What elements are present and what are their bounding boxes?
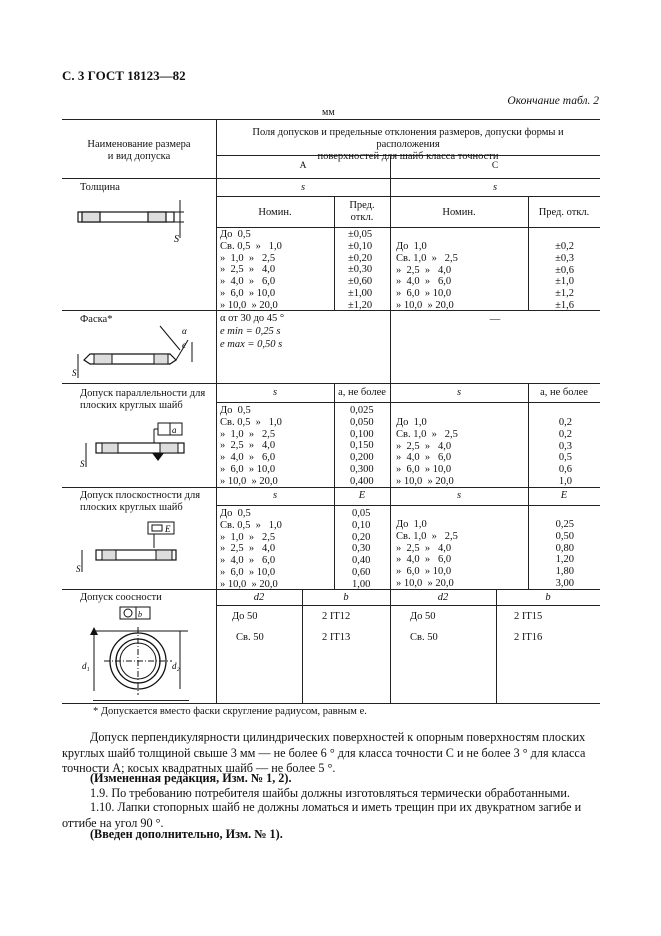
- svg-text:S: S: [174, 234, 179, 245]
- chamfer-angle: α от 30 до 45 °: [220, 313, 285, 324]
- svg-text:a: a: [172, 425, 177, 435]
- chamfer-drawing: [70, 322, 200, 382]
- thickness-nom-a-header: Номин.: [258, 207, 292, 218]
- class-a-header: А: [299, 161, 307, 171]
- flatness-val-c: 0,25 0,50 0,80 1,20 1,80 3,00: [555, 519, 574, 589]
- footnote: * Допускается вместо фаски скругление радиусом, равным e.: [93, 706, 367, 717]
- thickness-s-a: s: [300, 182, 306, 193]
- units-label: мм: [322, 107, 335, 118]
- coaxial-c-d-1: До 50: [410, 611, 436, 622]
- table-continuation-label: Окончание табл. 2: [507, 95, 599, 107]
- washer-thickness-drawing: [70, 198, 190, 248]
- svg-text:d₁: d₁: [82, 661, 90, 671]
- thickness-nom-a: До 0,5 Св. 0,5 » 1,0 » 1,0 » 2,5 » 2,5 » 4,0 » 4,0 » 6,0 » 6,0 » 10,0 » 10,0 » 20,0: [220, 229, 282, 311]
- chamfer-class-c-dash: —: [489, 314, 501, 325]
- flatness-nom-c: До 1,0 Св. 1,0 » 2,5 » 2,5 » 4,0 » 4,0 » 6,0 » 6,0 » 10,0 » 10,0 » 20,0: [396, 519, 458, 589]
- svg-text:E: E: [165, 524, 171, 534]
- thickness-label: Толщина: [80, 182, 120, 193]
- parallelism-nom-c: До 1,0 Св. 1,0 » 2,5 » 2,5 » 4,0 » 4,0 » 6,0 » 6,0 » 10,0 » 10,0 » 20,0: [396, 417, 458, 487]
- coaxial-c-d-2: Св. 50: [410, 632, 438, 643]
- paragraph-1-10: 1.10. Лапки стопорных шайб не должны ломаться и иметь трещин при их двукратном загибе и оттибе на угол 90 °.: [62, 800, 582, 830]
- thickness-nom-c-header: Номин.: [442, 207, 476, 218]
- chamfer-emax: e max = 0,50 s: [220, 339, 283, 350]
- svg-text:d₂: d₂: [172, 661, 180, 671]
- flatness-drawing: [72, 516, 192, 576]
- coaxial-c-b-2: 2 IT16: [514, 632, 543, 643]
- thickness-dev-c: ±0,2 ±0,3 ±0,6 ±1,0 ±1,2 ±1,6: [555, 241, 574, 311]
- coaxial-drawing: [76, 603, 196, 698]
- chamfer-emin: e min = 0,25 s: [220, 326, 281, 337]
- svg-text:S: S: [72, 368, 77, 378]
- svg-text:S: S: [76, 564, 81, 574]
- thickness-nom-c: До 1,0 Св. 1,0 » 2,5 » 2,5 » 4,0 » 4,0 » 6,0 » 6,0 » 10,0 » 10,0 » 20,0: [396, 241, 458, 311]
- flatness-val-a: 0,05 0,10 0,20 0,30 0,40 0,60 1,00: [352, 508, 371, 590]
- flatness-e-a: E: [358, 490, 366, 501]
- coaxial-c-b-1: 2 IT15: [514, 611, 543, 622]
- flatness-s-c: s: [456, 490, 462, 501]
- coaxial-a-d-1: До 50: [232, 611, 258, 622]
- class-c-header: С: [491, 161, 499, 171]
- coaxial-b-c: b: [545, 592, 551, 603]
- flatness-label: Допуск плоскостности для плоских круглых шайб: [80, 490, 201, 513]
- parallelism-a-a: a, не более: [338, 387, 386, 398]
- parallelism-nom-a: До 0,5 Св. 0,5 » 1,0 » 1,0 » 2,5 » 2,5 » 4,0 » 4,0 » 6,0 » 6,0 » 10,0 » 10,0 » 20,0: [220, 405, 282, 487]
- parallelism-s-c: s: [456, 387, 462, 398]
- parallelism-label: Допуск параллельности для плоских круглых шайб: [80, 388, 206, 411]
- flatness-nom-a: До 0,5 Св. 0,5 » 1,0 » 1,0 » 2,5 » 2,5 » 4,0 » 4,0 » 6,0 » 6,0 » 10,0 » 10,0 » 20,0: [220, 508, 282, 590]
- thickness-dev-a: ±0,05 ±0,10 ±0,20 ±0,30 ±0,60 ±1,00 ±1,20: [348, 229, 373, 311]
- thickness-dev-c-header: Пред. откл.: [538, 207, 590, 218]
- coaxial-a-b-1: 2 IT12: [322, 611, 351, 622]
- coaxial-b-a: b: [343, 592, 349, 603]
- paragraph-perpendicularity: Допуск перпендикулярности цилиндрических поверхностей к опорным поверхностям плоских круглых шайб толщиной свыше 3 мм — не более 6 ° для класса точности С и не более 3 ° для класса точности А; косых квадратных шайб — не более 5 °.: [62, 730, 586, 775]
- flatness-e-c: E: [560, 490, 568, 501]
- parallelism-s-a: s: [272, 387, 278, 398]
- svg-text:S: S: [80, 459, 85, 469]
- paragraph-amendment-note: (Измененная редакция, Изм. № 1, 2).: [90, 771, 292, 785]
- parallelism-val-a: 0,025 0,050 0,100 0,150 0,200 0,300 0,400: [350, 405, 374, 487]
- page-header: С. 3 ГОСТ 18123—82: [62, 68, 186, 83]
- svg-text:b: b: [138, 610, 142, 619]
- coaxial-a-d-2: Св. 50: [236, 632, 264, 643]
- parallelism-val-c: 0,2 0,2 0,3 0,5 0,6 1,0: [558, 417, 572, 487]
- paragraph-added-note: (Введен дополнительно, Изм. № 1).: [90, 827, 283, 841]
- svg-text:α: α: [182, 326, 187, 336]
- thickness-s-c: s: [492, 182, 498, 193]
- chamfer-label: Фаска*: [80, 314, 113, 325]
- footnote-rule: [93, 700, 189, 701]
- coaxial-a-b-2: 2 IT13: [322, 632, 351, 643]
- coaxial-d2-a: d2: [253, 592, 265, 603]
- coaxial-label: Допуск соосности: [80, 592, 162, 603]
- coaxial-d2-c: d2: [437, 592, 449, 603]
- flatness-s-a: s: [272, 490, 278, 501]
- name-column-header: Наименование размера и вид допуска: [87, 139, 191, 162]
- parallelism-drawing: [74, 415, 194, 475]
- svg-text:e: e: [182, 340, 186, 350]
- paragraph-1-9: 1.9. По требованию потребителя шайбы должны изготовляться термически обработанными.: [90, 786, 570, 800]
- tolerance-column-header: Поля допусков и предельные отклонения размеров, допуски формы и расположения поверхностей для шайб класса точности: [252, 127, 564, 162]
- thickness-dev-a-header: Пред. откл.: [349, 200, 375, 223]
- parallelism-a-c: a, не более: [540, 387, 588, 398]
